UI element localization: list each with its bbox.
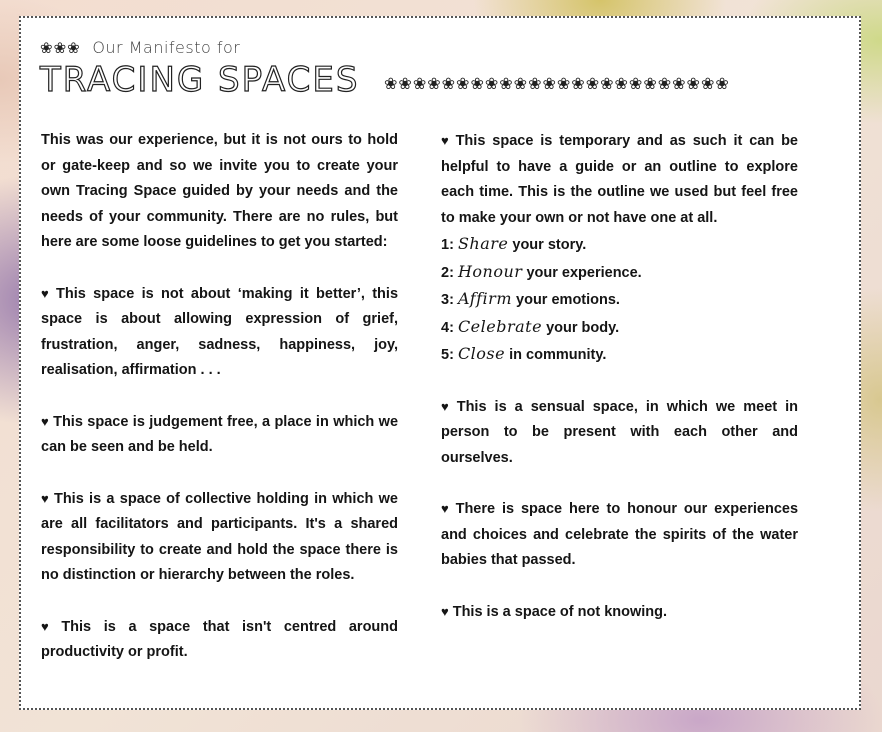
outline-text: This space is temporary and as such it can be helpful to have a guide or an outline to explore each time. This is the outline we used but feel free to make your own or not have one at all. [441,133,798,226]
guideline-bullet [441,394,798,472]
outline-steps [441,231,798,369]
outline-bullet [441,128,798,231]
step-keyword: Honour [457,261,523,281]
step-keyword: Close [457,344,506,363]
guideline-text: This space is judgement free, a place in which we can be seen and be held. [41,413,399,455]
outline-step [441,341,798,369]
heart-icon: ♥ [441,133,452,148]
step-number: 5: [441,347,454,363]
page-title: TRACING SPACES [40,60,360,100]
manifesto-kicker [40,38,240,57]
guideline-bullet [441,496,798,574]
right-column [441,128,798,650]
guideline-bullet [41,281,398,384]
outline-step [441,286,798,314]
left-column [41,128,398,691]
step-number: 1: [441,237,454,253]
guideline-text: This is a sensual space, in which we meet in person to be present with each other and ourselves. [441,398,799,466]
heart-icon: ♥ [41,413,50,429]
step-keyword: Share [457,234,509,253]
heart-icon: ♥ [441,603,449,619]
heart-icon: ♥ [41,285,53,301]
guideline-text: This is a space of collective holding in which we are all facilitators and participants. It's a shared responsibility to create and hold the space there is no distinction or hierarchy between the roles. [41,490,398,583]
kicker-text: Our Manifesto for [92,38,241,57]
guideline-text: There is space here to honour our experiences and choices and celebrate the spirits of the water babies that passed. [441,501,799,568]
step-text: your body. [546,319,620,336]
guideline-bullet [41,409,398,461]
guideline-bullet [441,599,798,626]
step-text: your story. [512,237,587,253]
step-keyword: Affirm [457,289,512,308]
guideline-text: This is a space of not knowing. [452,603,668,620]
step-number: 4: [441,319,454,336]
flower-ornament-icon: ❀❀❀ [40,39,81,57]
guideline-bullet [41,486,398,589]
step-number: 3: [441,292,454,308]
heart-icon: ♥ [441,501,452,516]
guideline-bullet [41,614,398,666]
step-text: in community. [509,347,607,363]
heart-icon: ♥ [41,490,50,506]
intro-paragraph: This was our experience, but it is not ours to hold or gate-keep and so we invite you to create your own Tracing Space guided by your needs and the needs of your community. There are no rules, but here are some loose guidelines to get you started: [41,132,398,250]
heart-icon: ♥ [41,618,58,634]
step-keyword: Celebrate [457,316,543,336]
step-text: your experience. [526,264,642,281]
outline-step [441,259,798,287]
step-text: your emotions. [516,292,620,308]
guideline-text: This space is not about ‘making it better’, this space is about allowing expression of grief, frustration, anger, sadness, happiness, joy, realisation, affirmation . . . [41,285,399,378]
heart-icon: ♥ [441,398,453,414]
flower-border-icon: ❀❀❀❀❀❀❀❀❀❀❀❀❀❀❀❀❀❀❀❀❀❀❀❀ [384,74,730,93]
guideline-text: This is a space that isn't centred around productivity or profit. [41,618,398,660]
outline-step [441,231,798,259]
outline-step [441,314,798,342]
step-number: 2: [441,264,454,281]
